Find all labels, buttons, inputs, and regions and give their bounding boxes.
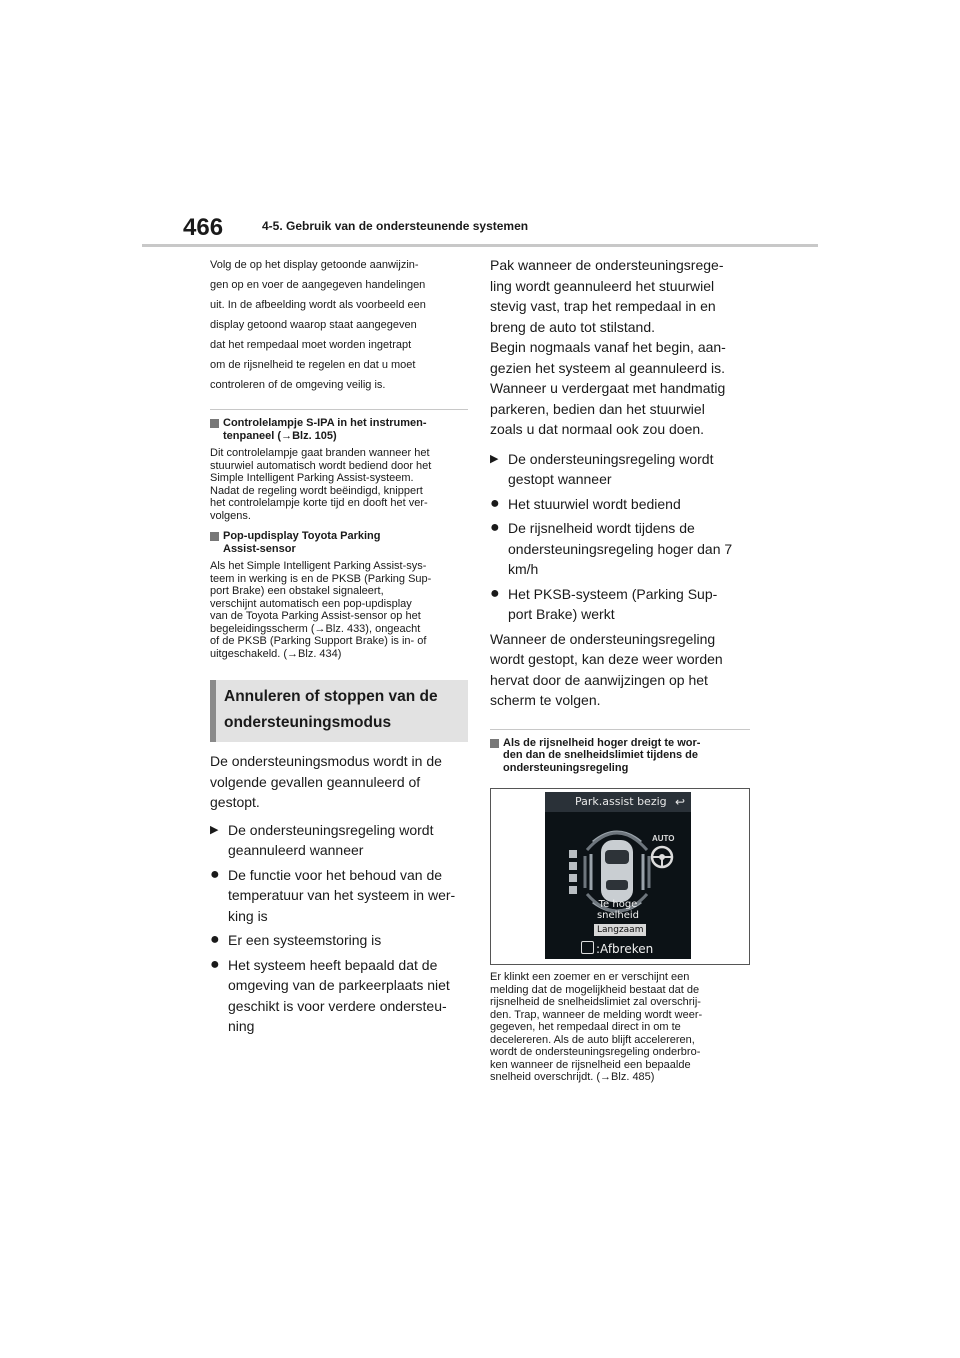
paragraph-line: breng de auto tot stilstand.: [490, 318, 655, 335]
caption-line: decelereren. Als de auto blijft accelereren,: [490, 1033, 695, 1046]
caption-line: ken wanneer de rijsnelheid een bepaalde: [490, 1058, 691, 1071]
subheading-line: Controlelampje S-IPA in het instrumen-: [223, 417, 427, 429]
list-item: [490, 494, 750, 515]
list-item-line: km/h: [508, 561, 539, 577]
cancel-label: :Afbreken: [596, 942, 654, 956]
body-line: van de Toyota Parking Assist-sensor op het: [210, 610, 421, 622]
cancel-instructions: [490, 255, 750, 440]
figure-caption: [490, 971, 750, 1084]
screen-title: Park.assist bezig: [545, 792, 691, 812]
section-heading: [210, 680, 468, 742]
page-number: 466: [183, 214, 224, 241]
list-intro-line: geannuleerd wanneer: [228, 842, 364, 858]
body-line: Nadat de regeling wordt beëindigd, knippert: [210, 484, 423, 497]
intro-line: Volg de op het display getoonde aanwijzin-: [210, 259, 419, 271]
popup-display-text: [210, 560, 468, 660]
paragraph-line: wordt gestopt, kan deze weer worden: [490, 651, 723, 667]
square-bullet-icon: [210, 419, 219, 428]
parking-assist-screen: [545, 792, 691, 959]
list-intro-line: De ondersteuningsregeling wordt: [508, 450, 714, 467]
paragraph-line: zoals u dat normaal ook zou doen.: [490, 421, 705, 437]
body-line: port Brake) een obstakel signaleert,: [210, 585, 384, 597]
list-item-line: omgeving van de parkeerplaats niet: [228, 977, 450, 993]
body-line: Simple Intelligent Parking Assist-systeem.: [210, 472, 414, 484]
list-intro: [490, 449, 750, 490]
dot-bullet-icon: ●: [210, 955, 220, 973]
intro-line: gen op en voer de aangegeven handelingen: [210, 279, 426, 291]
caption-line: wordt de ondersteuningsregeling onderbro-: [490, 1046, 701, 1058]
caption-line: snelheid overschrijdt. (→Blz. 485): [490, 1071, 655, 1083]
paragraph-line: stevig vast, trap het rempedaal in en: [490, 298, 716, 314]
right-column: [490, 255, 750, 1084]
cancel-intro-paragraph: [210, 751, 468, 813]
list-item-line: Het PKSB-systeem (Parking Sup-: [508, 585, 718, 602]
list-item: [210, 865, 468, 927]
list-item-line: ning: [228, 1018, 255, 1034]
paragraph-line: Wanneer de ondersteuningsregeling: [490, 630, 716, 647]
resume-paragraph: [490, 629, 750, 711]
divider: [490, 729, 750, 730]
paragraph-line: Wanneer u verdergaat met handmatig: [490, 380, 726, 396]
dot-bullet-icon: ●: [210, 931, 220, 948]
header-divider: [142, 244, 818, 247]
caption-line: melding dat de mogelijkheid bestaat dat de: [490, 983, 700, 996]
paragraph-line: De ondersteuningsmodus wordt in de: [210, 753, 442, 769]
square-bullet-icon: [210, 532, 219, 541]
paragraph-line: gezien het systeem al geannuleerd is.: [490, 359, 726, 376]
subheading-speed-limit: [490, 737, 750, 775]
intro-line: uit. In de afbeelding wordt als voorbeeld een: [210, 299, 426, 311]
section-title: 4-5. Gebruik van de ondersteunende systemen: [262, 219, 529, 233]
caption-line: Er klinkt een zoemer en er verschijnt een: [490, 971, 690, 983]
list-item-line: king is: [228, 907, 268, 924]
list-item: [210, 930, 468, 951]
body-line: stuurwiel automatisch wordt bediend door het: [210, 459, 432, 472]
subheading-popup-display: [210, 530, 468, 555]
intro-line: om de rijsnelheid te regelen en dat u moet: [210, 359, 416, 371]
intro-line: controleren of de omgeving veilig is.: [210, 379, 386, 391]
triangle-bullet-icon: ▶: [210, 823, 219, 836]
subheading-line: tenpaneel (→Blz. 105): [223, 429, 337, 442]
warning-line: snelheid: [596, 910, 640, 921]
body-line: Als het Simple Intelligent Parking Assist-sys-: [210, 560, 427, 572]
paragraph-line: ling wordt geannuleerd het stuurwiel: [490, 277, 715, 294]
caption-line: den. Trap, wanneer de melding wordt weer-: [490, 1008, 703, 1021]
subheading-indicator-lamp: [210, 417, 468, 442]
paragraph-line: gestopt.: [210, 794, 260, 810]
square-bullet-icon: [490, 739, 499, 748]
list-item-line: geschikt is voor verdere ondersteu-: [228, 997, 447, 1014]
heading-line: ondersteuningsmodus: [224, 714, 392, 731]
list-item-line: De rijsnelheid wordt tijdens de: [508, 520, 695, 536]
list-intro: [210, 820, 468, 861]
dot-bullet-icon: ●: [490, 519, 500, 536]
caption-line: gegeven, het rempedaal direct in om te: [490, 1021, 681, 1033]
dot-bullet-icon: ●: [490, 584, 500, 602]
intro-text: [210, 255, 468, 395]
body-line: teem in werking is en de PKSB (Parking Sup-: [210, 572, 432, 585]
list-item-line: Het systeem heeft bepaald dat de: [228, 956, 438, 973]
caption-line: rijsnelheid de snelheidslimiet zal overschrij-: [490, 996, 701, 1008]
slow-down-button[interactable]: Langzaam: [594, 924, 646, 936]
body-line: volgens.: [210, 509, 251, 522]
cancel-control[interactable]: [581, 941, 653, 957]
cancel-switch-icon: [581, 941, 594, 954]
intro-line: dat het rempedaal moet worden ingetrapt: [210, 339, 412, 351]
paragraph-line: volgende gevallen geannuleerd of: [210, 773, 421, 790]
auto-steering-label: AUTO: [652, 834, 675, 843]
paragraph-line: Begin nogmaals vanaf het begin, aan-: [490, 339, 726, 355]
paragraph-line: Pak wanneer de ondersteuningsrege-: [490, 257, 724, 273]
list-item-line: Er een systeemstoring is: [228, 932, 382, 948]
list-item: [210, 955, 468, 1037]
list-item: [490, 518, 750, 580]
warning-line: Te hoge: [598, 899, 638, 910]
triangle-bullet-icon: ▶: [490, 452, 499, 465]
body-line: of de PKSB (Parking Support Brake) is in- of: [210, 635, 427, 647]
back-arrow-icon: ↩: [674, 795, 685, 809]
list-item-line: port Brake) werkt: [508, 606, 615, 622]
dot-bullet-icon: ●: [490, 494, 500, 512]
subheading-line: ondersteuningsregeling: [503, 761, 629, 774]
list-intro-line: De ondersteuningsregeling wordt: [228, 821, 434, 838]
dot-bullet-icon: ●: [210, 865, 220, 883]
body-line: verschijnt automatisch een pop-updisplay: [210, 597, 412, 610]
list-item-line: temperatuur van het systeem in wer-: [228, 887, 456, 903]
left-column: [210, 255, 468, 1037]
body-line: Dit controlelampje gaat branden wanneer het: [210, 447, 430, 459]
body-line: begeleidingsscherm (→Blz. 433), ongeacht: [210, 622, 421, 635]
intro-line: display getoond waarop staat aangegeven: [210, 319, 417, 331]
heading-line: Annuleren of stoppen van de: [224, 688, 438, 705]
list-item-line: De functie voor het behoud van de: [228, 866, 443, 883]
display-illustration: [490, 788, 750, 965]
subheading-line: Als de rijsnelheid hoger dreigt te wor-: [503, 736, 701, 749]
body-line: het controlelampje korte tijd en dooft het ver-: [210, 497, 428, 509]
subheading-line: den dan de snelheidslimiet tijdens de: [503, 749, 698, 761]
body-line: uitgeschakeld. (→Blz. 434): [210, 647, 342, 660]
indicator-lamp-text: [210, 447, 468, 522]
list-intro-line: gestopt wanneer: [508, 471, 612, 487]
list-item: [490, 584, 750, 625]
list-item-line: Het stuurwiel wordt bediend: [508, 495, 681, 512]
list-item-line: ondersteuningsregeling hoger dan 7: [508, 540, 733, 557]
subheading-line: Pop-updisplay Toyota Parking: [223, 530, 381, 542]
paragraph-line: scherm te volgen.: [490, 692, 601, 708]
divider: [210, 409, 468, 410]
paragraph-line: parkeren, bedien dan het stuurwiel: [490, 400, 705, 417]
paragraph-line: hervat door de aanwijzingen op het: [490, 671, 708, 688]
subheading-line: Assist-sensor: [223, 542, 296, 555]
